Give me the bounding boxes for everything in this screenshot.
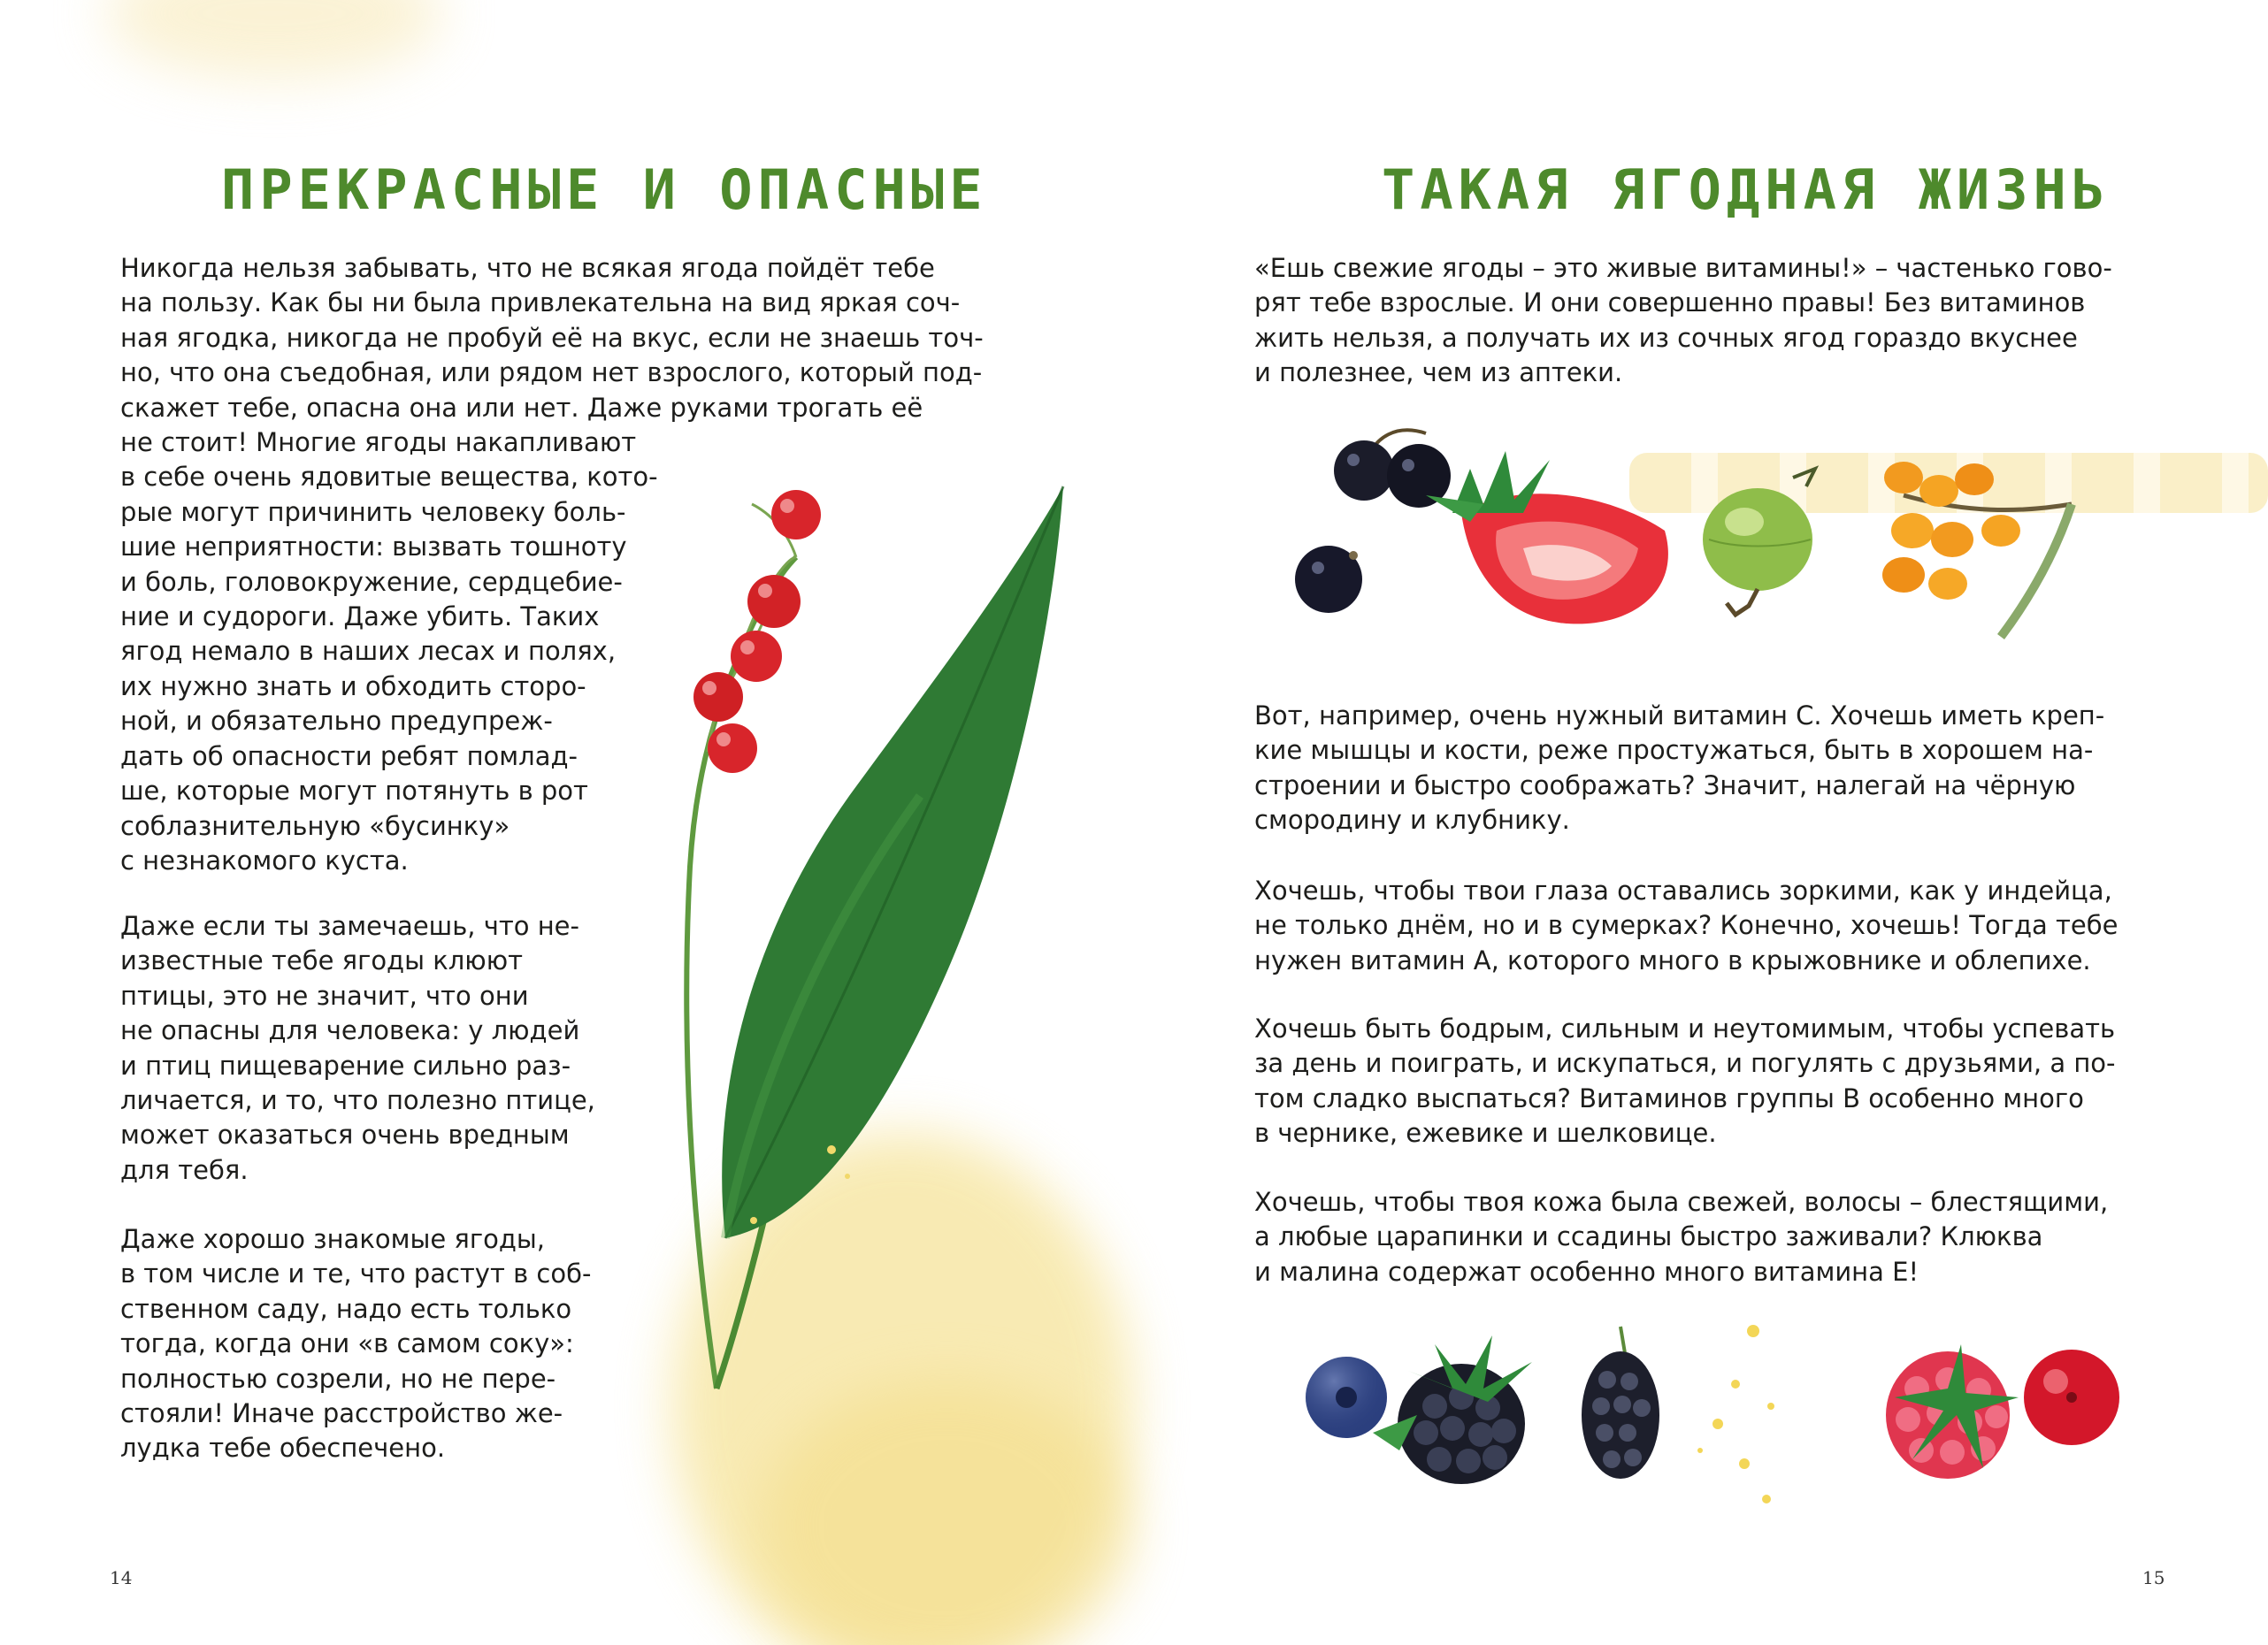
blackberry-icon bbox=[1373, 1335, 1532, 1484]
paragraph-1: «Ешь свежие ягоды – это живые витамины!» – частенько гово- рят тебе взрослые. И они совершенно правы! Без витаминов жить нельзя, а получать их из сочных ягод гораздо вкуснее и полезнее, чем из аптеки. bbox=[1254, 253, 2112, 388]
mulberry-icon bbox=[1582, 1327, 1659, 1479]
strawberry-icon bbox=[1426, 451, 1668, 624]
paint-spatters bbox=[1697, 1325, 1774, 1503]
right-page bbox=[1134, 0, 2268, 1645]
raspberry-icon bbox=[1886, 1344, 2019, 1479]
paragraph-5: Хочешь, чтобы твоя кожа была свежей, волосы – блестящими, а любые царапинки и ссадины быстро заживали? Клюква и малина содержат особенно много витамина Е! bbox=[1254, 1187, 2109, 1287]
sea-buckthorn-icon bbox=[1882, 462, 2072, 637]
paragraph-4: Хочешь быть бодрым, сильным и неутомимым, чтобы успевать за день и поиграть, и искупаться, и погулять с друзьями, а по- том сладко выспаться? Витаминов группы В особенно много в чернике, ежевике и шелковице. bbox=[1254, 1014, 2116, 1149]
paragraph-2: Вот, например, очень нужный витамин С. Хочешь иметь креп- кие мышцы и кости, реже простужаться, быть в хорошем на- строении и быстро соображать? Значит, налегай на чёрную смородину и клубнику. bbox=[1254, 700, 2105, 836]
page-title: ТАКАЯ ЯГОДНАЯ ЖИЗНЬ bbox=[1382, 157, 2111, 222]
berries-bottom-illustration bbox=[1276, 1309, 2249, 1521]
berries-top-illustration bbox=[1293, 416, 2266, 646]
cranberry-icon bbox=[2024, 1350, 2119, 1445]
page-number: 14 bbox=[110, 1567, 133, 1588]
lily-of-the-valley-illustration bbox=[655, 460, 1079, 1477]
blackcurrant-icon bbox=[1295, 430, 1451, 613]
page-number: 15 bbox=[2142, 1567, 2165, 1588]
paragraph-2: Даже если ты замечаешь, что не- известные тебе ягоды клюют птицы, это не значит, что они не опасны для человека: у людей и птиц пищеварение сильно раз- личается, и то, что полезно птице, может оказаться очень вредным для тебя. bbox=[120, 911, 595, 1185]
watercolor-wash-top bbox=[106, 0, 442, 80]
gooseberry-icon bbox=[1703, 469, 1815, 615]
page-title: ПРЕКРАСНЫЕ И ОПАСНЫЕ bbox=[221, 157, 988, 222]
paragraph-3: Хочешь, чтобы твои глаза оставались зоркими, как у индейца, не только днём, но и в сумерках? Конечно, хочешь! Тогда тебе нужен витамин А, которого много в крыжовнике и облепихе. bbox=[1254, 876, 2119, 976]
blueberry-icon bbox=[1306, 1357, 1387, 1438]
paragraph-1: Никогда нельзя забывать, что не всякая ягода пойдёт тебе на пользу. Как бы ни была привлекательна на вид яркая соч- ная ягодка, никогда не пробуй её на вкус, если не знаешь точ- но, что она съедобная, или рядом нет взрослого, который под- скажет тебе, опасна она или нет. Даже руками трогать её не стоит! Многие ягоды накапливают в себе очень ядовитые вещества, кото- рые могут причинить человеку боль- шие неприятности: вызвать тошноту и боль, головокружение, сердцебие- ние и судороги. Даже убить. Таких ягод немало в наших лесах и полях, их нужно знать и обходить сторо- ной, и обязательно предупреж- дать об опасности ребят помлад- ше, которые могут потянуть в рот соблазнительную «бусинку» с незнакомого куста. bbox=[120, 253, 984, 876]
paragraph-3: Даже хорошо знакомые ягоды, в том числе и те, что растут в соб- ственном саду, надо есть только тогда, когда они «в самом соку»: полностью созрели, но не пере- стояли! Иначе расстройство же- лудка тебе обеспечено. bbox=[120, 1224, 592, 1464]
